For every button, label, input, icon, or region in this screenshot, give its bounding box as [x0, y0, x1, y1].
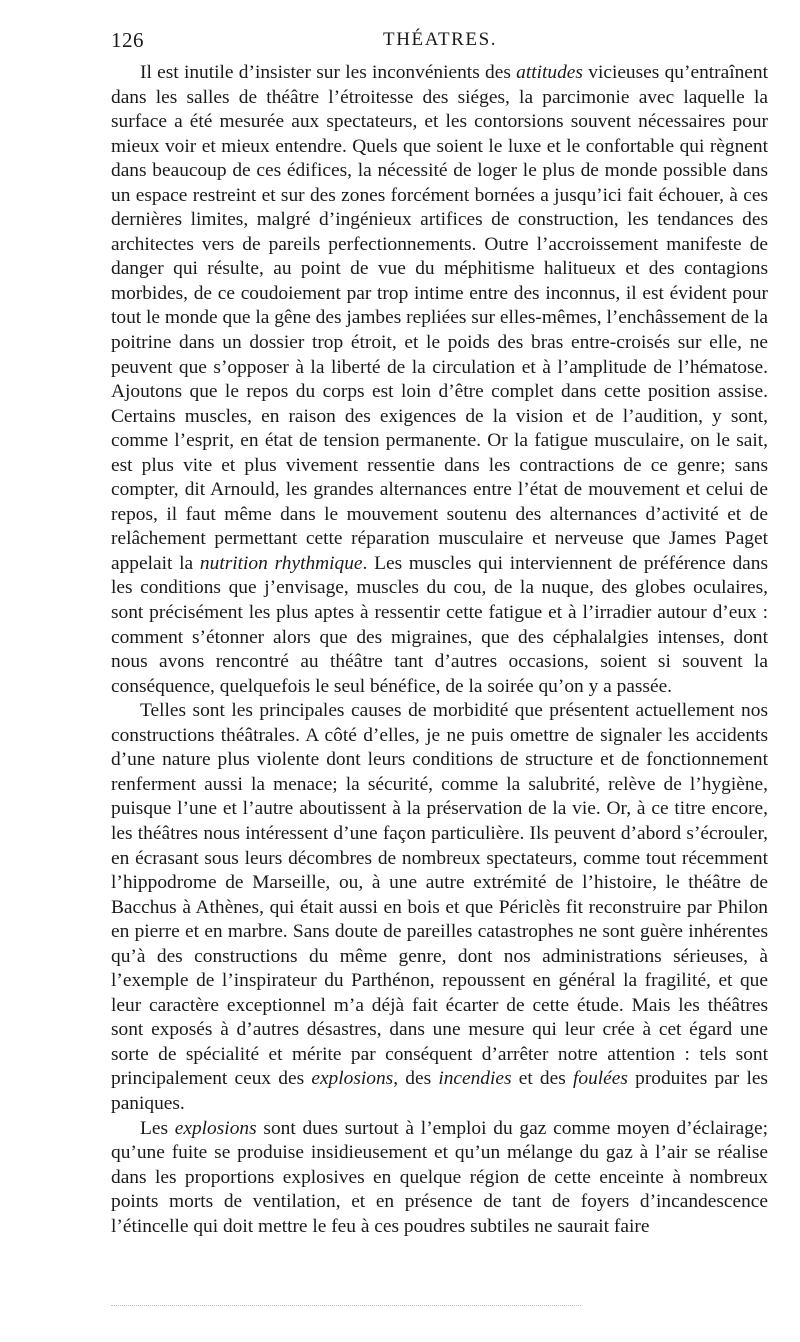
text-segment: Telles sont les principales causes de morbidité que présentent actuellement nos constructions théâtrales. A côté d’elles, je ne puis omettre de signaler les accidents d’une nature plus violente dont leurs conditions de structure et de fonctionnement renferment aussi la menace; la sécurité, comme la salubrité, relève de l’hygiène, puisque l’une et l’autre aboutissent à la préservation de la vie. Or, à ce titre encore, les théâtres nous intéressent d’une façon particulière. Ils peuvent d’abord s’écrouler, en écrasant sous leurs décombres de nombreux spectateurs, comme tout récemment l’hippodrome de Marseille, ou, à une autre extrémité de l’histoire, le théâtre de Bacchus à Athènes, qui était aussi en bois et que Périclès fit reconstruire par Philon en pierre et en marbre. Sans doute de pareilles catastrophes ne sont guère inhérentes qu’à des constructions du même genre, dont nos administrations sérieuses, à l’exemple de l’inspirateur du Parthénon, repoussent en général la fragilité, et que leur caractère exceptionnel m’a déjà fait écarter de cette étude. Mais les théâtres sont exposés à d’autres désastres, dans une mesure qui leur crée à cet égard une sorte de spécialité et mérite par conséquent d’arrêter notre attention : tels sont principalement ceux des [111, 700, 768, 1090]
italic-term-foulees: foulées [572, 1068, 628, 1090]
page-number: 126 [111, 28, 144, 52]
text-segment: vicieuses qu’entraînent dans les salles de théâtre l’étroitesse des siéges, la parcimonie avec laquelle la surface a été mesurée aux spectateurs, et les contorsions souvent nécessaires pour mieux voir et mieux entendre. Quels que soient le luxe et le confortable qui règnent dans beaucoup de ces édifices, la nécessité de loger le plus de monde possible dans un espace restreint et sur des zones forcément bornées a jusqu’ici fait échouer, à ces dernières limites, malgré d’ingénieux artifices de construction, les tendances des architectes vers de pareils perfectionnements. Outre l’accroissement manifeste de danger qui résulte, au point de vue du méphitisme halituеux et des contagions morbides, de ce coudoiement par trop intime entre des inconnus, il est évident pour tout le monde que la gêne des jambes repliées sur elles-mêmes, l’enchâssement de la poitrine dans un dossier trop étroit, et le poids des bras entre-croisés sur elle, ne peuvent que s’opposer à la liberté de la circulation et à l’amplitude de l’hématose. Ajoutons que le repos du corps est loin d’être complet dans cette position assise. Certains muscles, en raison des exigences de la vision et de l’audition, y sont, comme l’esprit, en état de tension permanente. Or la fatigue musculaire, on le sait, est plus vite et plus vivement ressentie dans les contractions de ce genre; sans compter, dit Arnould, les grandes alternances entre l’état de mouvement et celui de repos, il faut même dans le mouvement soutenu des alternances d’activité et de relâchement permettant cette réparation musculaire et nerveuse que James Paget appelait la [111, 62, 768, 574]
text-segment: et des [511, 1068, 573, 1090]
running-head [111, 28, 770, 56]
body-text [111, 61, 768, 1239]
italic-term-incendies: incendies [438, 1068, 512, 1090]
paragraph-attitudes [111, 61, 768, 699]
text-segment: , des [393, 1068, 439, 1090]
text-segment: . Les muscles qui interviennent de préférence dans les conditions que j’envisage, muscles du cou, de la nuque, des globes oculaires, sont précisément les plus aptes à ressentir cette fatigue et à l’irradier autour d’eux : comment s’étonner alors que des migraines, que des céphalalgies intenses, dont nous avons rencontré au théâtre tant d’autres occasions, soient si souvent la conséquence, quelquefois le seul bénéfice, de la soirée qu’on y a passée. [111, 552, 768, 697]
italic-term-attitudes: attitudes [516, 62, 583, 83]
text-segment: Il est inutile d’insister sur les inconvénients des [140, 62, 517, 83]
text-segment: produites par les paniques. [111, 1068, 768, 1114]
paragraph-explosions [111, 1117, 768, 1240]
bottom-rule [111, 1305, 581, 1306]
italic-term-nutrition: nutrition rhythmique [199, 552, 363, 574]
text-segment: Les [140, 1117, 175, 1139]
text-segment: sont dues surtout à l’emploi du gaz comme moyen d’éclairage; qu’une fuite se produise insidieusement et qu’un mélange du gaz à l’air se réalise dans les proportions explosives en quelque région de cette enceinte à nombreux points morts de ventilation, et en présence de tant de foyers d’incandescence l’étincelle qui doit mettre le feu à ces poudres subtiles ne saurait faire [111, 1117, 768, 1237]
italic-term-explosions: explosions [174, 1117, 257, 1139]
running-title: THÉATRES. [383, 29, 498, 50]
paragraph-morbidity-causes [111, 699, 768, 1116]
italic-term-explosions: explosions [311, 1068, 394, 1090]
